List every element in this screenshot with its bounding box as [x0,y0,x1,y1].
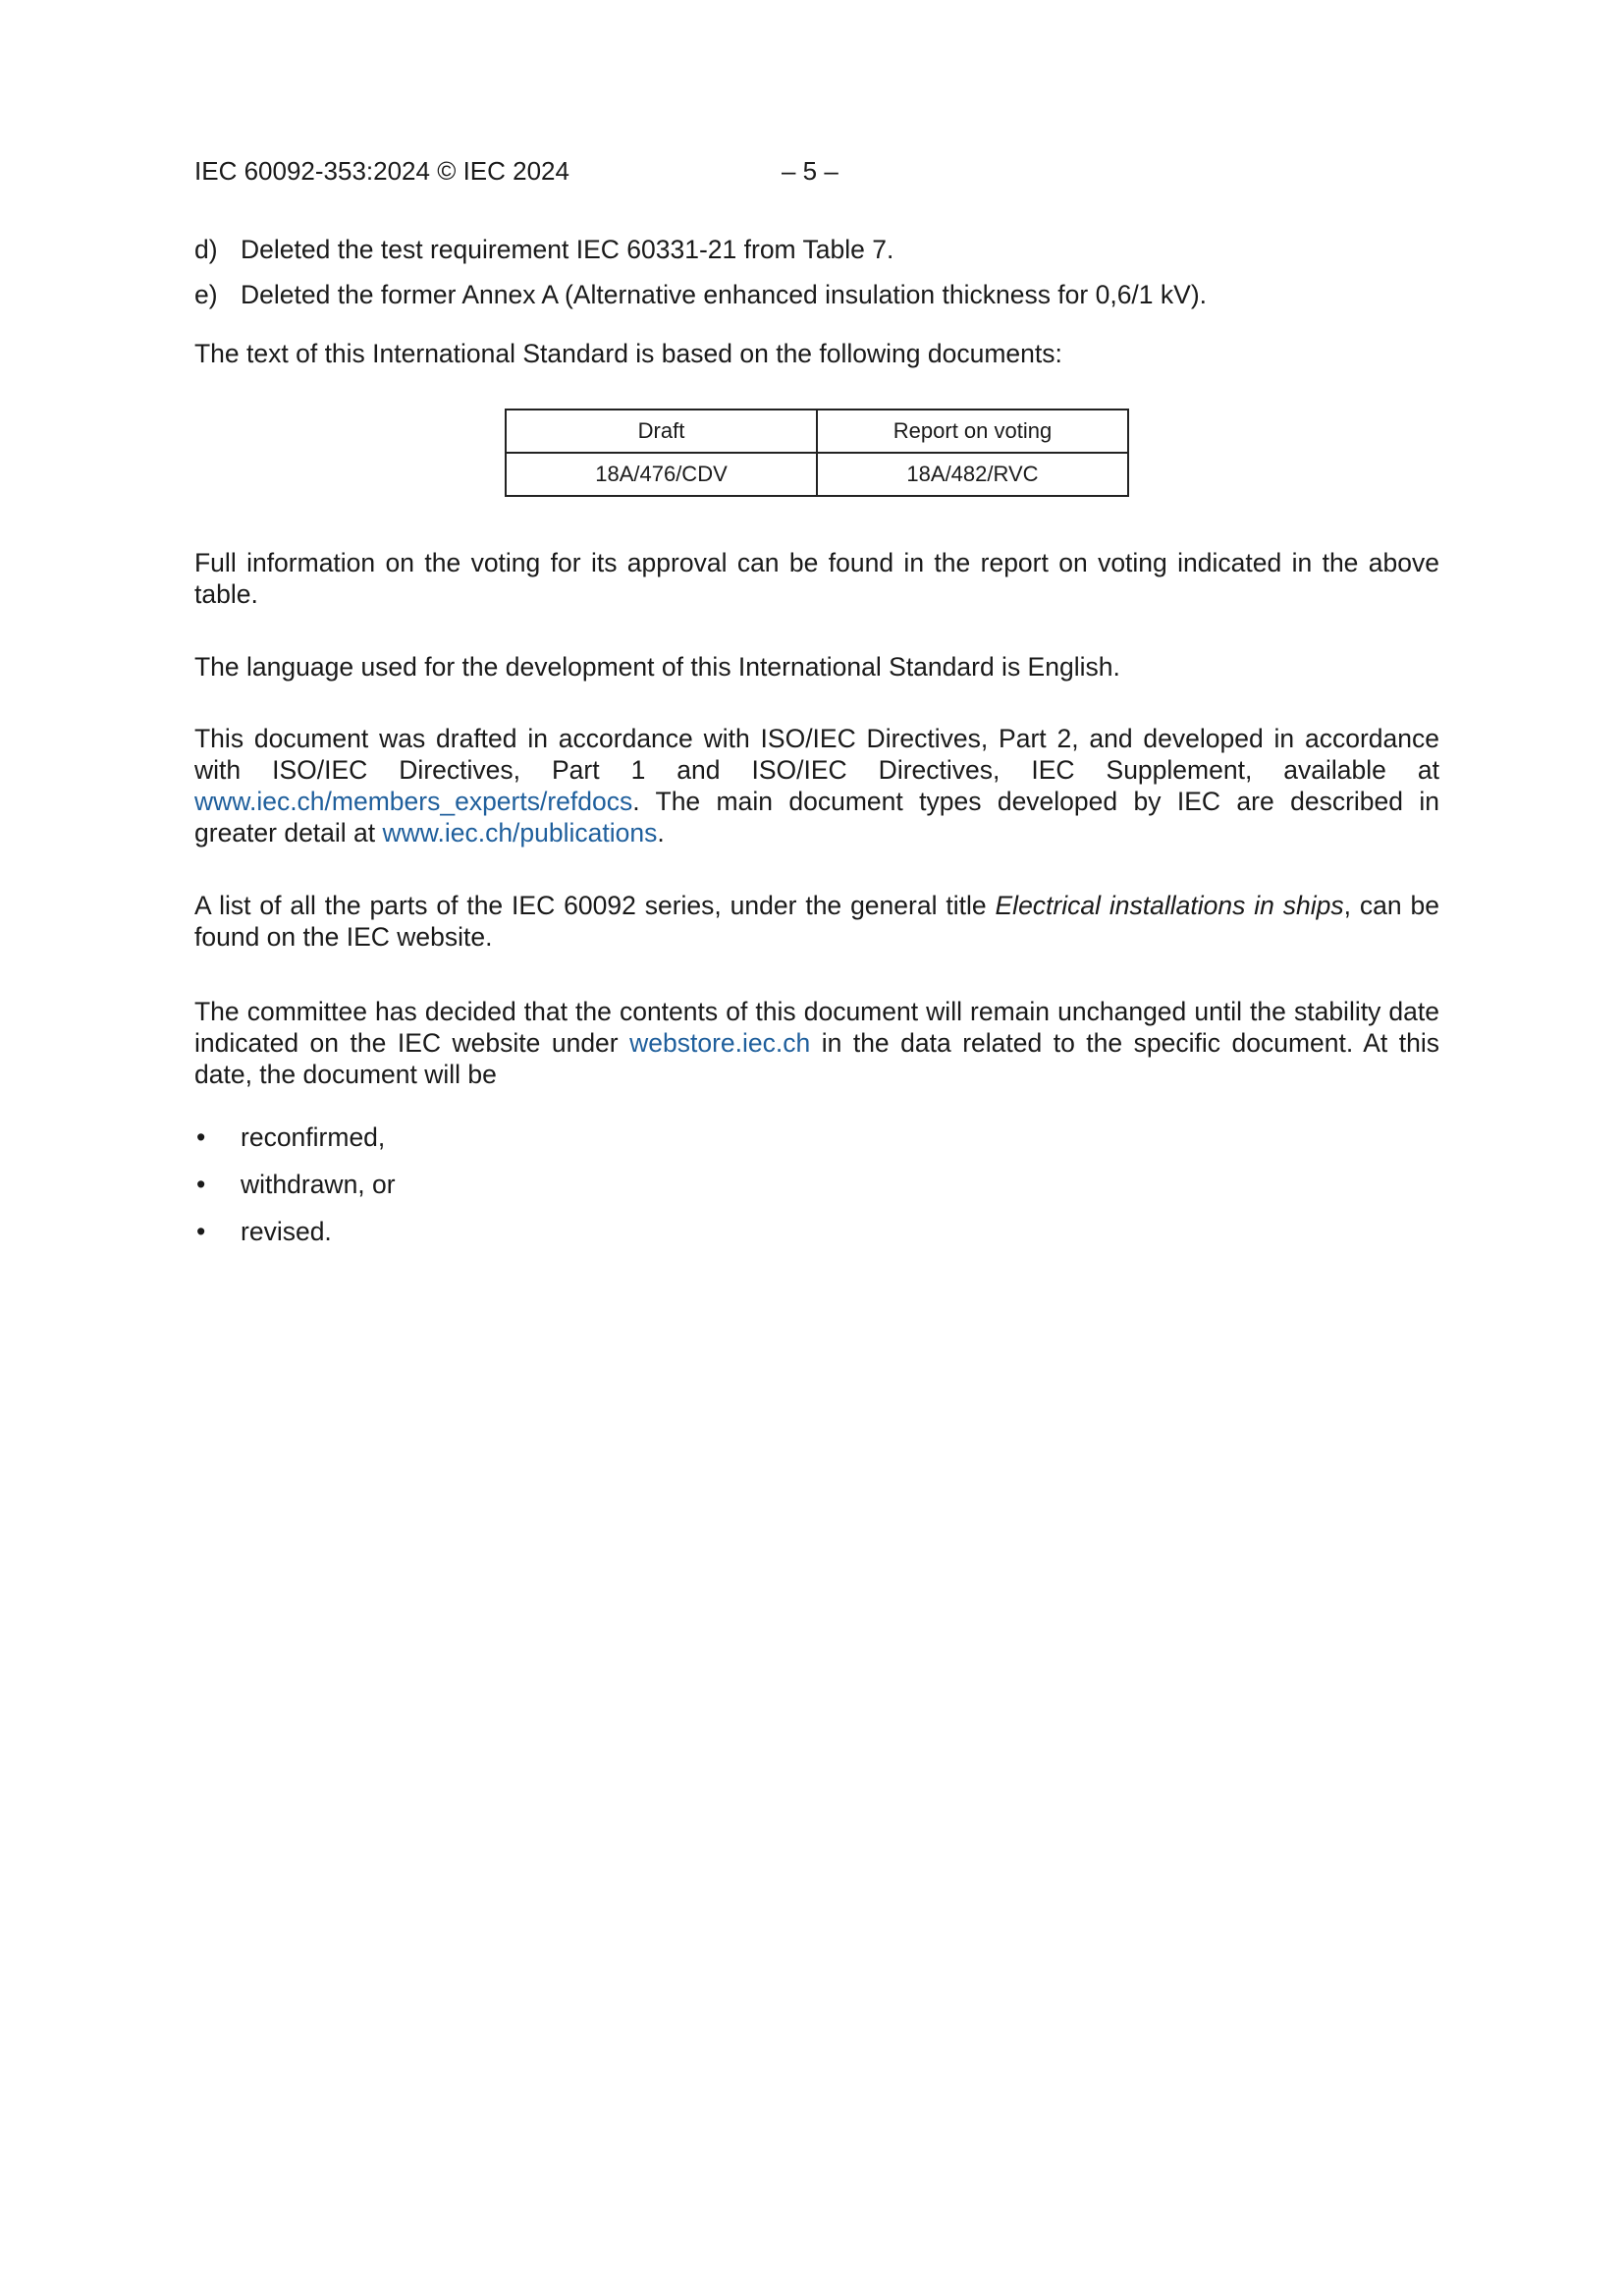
table-row [506,453,1128,496]
language-paragraph: The language used for the development of this International Standard is English. [194,652,1120,682]
directives-paragraph [194,723,1439,848]
stability-paragraph [194,996,1439,1090]
directives-text: This document was drafted in accordance with ISO/IEC Directives, Part 2, and developed in accordance with ISO/IEC Directives, Part 1 and ISO/IEC Directives, IEC Supplement, available at [194,724,1439,785]
table-header-cell: Report on voting [817,410,1128,453]
change-item [194,279,1207,310]
documents-table [505,409,1129,497]
series-title: Electrical installations in ships [995,891,1344,920]
bullet-icon: • [196,1217,206,1246]
refdocs-link[interactable]: www.iec.ch/members_experts/refdocs [194,787,633,816]
series-text: , can be found on the IEC website. [194,891,1439,952]
publications-link[interactable]: www.iec.ch/publications [382,818,658,847]
change-label: d) [194,235,218,264]
series-text: A list of all the parts of the IEC 60092 series, under the general title [194,891,996,920]
change-item [194,234,893,265]
table-header-cell: Draft [506,410,817,453]
series-paragraph [194,890,1439,953]
table-cell: 18A/476/CDV [506,453,817,496]
change-text: Deleted the former Annex A (Alternative enhanced insulation thickness for 0,6/1 kV). [241,280,1208,309]
voting-info-paragraph: Full information on the voting for its approval can be found in the report on voting indicated in the above table. [194,548,1439,609]
directives-text: . The main document types developed by IEC are described in greater detail at [194,787,1439,847]
directives-text: . [657,818,665,847]
list-item-text: withdrawn, or [241,1170,396,1199]
page-number: – 5 – [782,156,839,186]
table-cell: 18A/482/RVC [817,453,1128,496]
list-item-text: revised. [241,1217,332,1246]
table-header-row [506,410,1128,453]
document-id: IEC 60092-353:2024 © IEC 2024 [194,156,569,186]
list-item-text: reconfirmed, [241,1122,386,1152]
change-label: e) [194,280,218,309]
stability-text: The committee has decided that the contents of this document will remain unchanged until the stability date indicated on the IEC website under [194,997,1439,1058]
bullet-icon: • [196,1170,206,1199]
list-item [194,1216,332,1247]
stability-text: in the data related to the specific document. At this date, the document will be [194,1028,1439,1089]
change-text: Deleted the test requirement IEC 60331-21 from Table 7. [241,235,894,264]
list-item [194,1121,385,1153]
bullet-icon: • [196,1122,206,1152]
list-item [194,1169,396,1200]
webstore-link[interactable]: webstore.iec.ch [629,1028,811,1058]
intro-paragraph: The text of this International Standard is based on the following documents: [194,339,1062,368]
